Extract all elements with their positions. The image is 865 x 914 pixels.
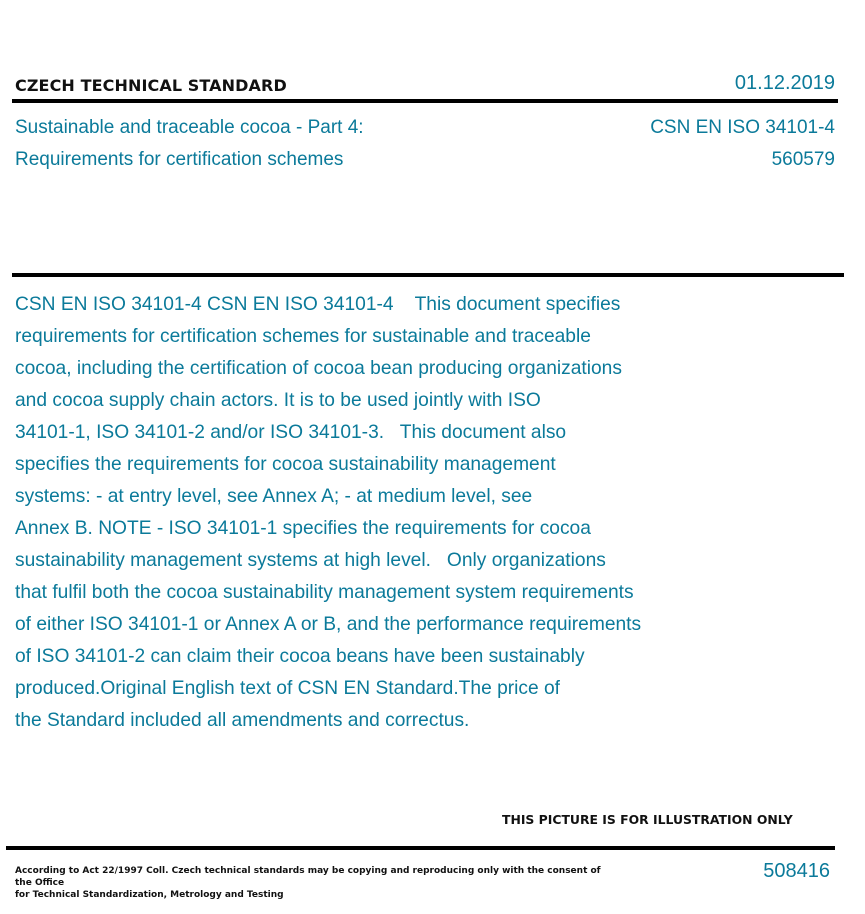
header-divider: [12, 99, 838, 103]
abstract-line: produced.Original English text of CSN EN Standard.The price of: [15, 678, 560, 699]
legal-notice: [15, 865, 615, 901]
standard-abstract: [15, 289, 725, 737]
abstract-line: 34101-1, ISO 34101-2 and/or ISO 34101-3. This document also: [15, 422, 567, 443]
abstract-line: cocoa, including the certification of cocoa bean producing organizations: [15, 358, 622, 379]
legal-notice-line-2: for Technical Standardization, Metrology and Testing: [15, 890, 284, 900]
illustration-notice: THIS PICTURE IS FOR ILLUSTRATION ONLY: [502, 812, 793, 827]
abstract-line: that fulfil both the cocoa sustainability management system requirements: [15, 582, 634, 603]
abstract-line: of ISO 34101-2 can claim their cocoa beans have been sustainably: [15, 646, 585, 667]
abstract-line: Annex B. NOTE - ISO 34101-1 specifies the requirements for cocoa: [15, 518, 591, 539]
abstract-line: systems: - at entry level, see Annex A; - at medium level, see: [15, 486, 533, 507]
abstract-line: and cocoa supply chain actors. It is to be used jointly with ISO: [15, 390, 541, 411]
document-type-heading: CZECH TECHNICAL STANDARD: [15, 76, 287, 95]
abstract-line: of either ISO 34101-1 or Annex A or B, and the performance requirements: [15, 614, 642, 635]
standard-title-line-1: Sustainable and traceable cocoa - Part 4:: [15, 117, 364, 138]
footer-divider: [6, 846, 835, 850]
standard-title-line-2: Requirements for certification schemes: [15, 149, 344, 170]
abstract-line: specifies the requirements for cocoa sustainability management: [15, 454, 556, 475]
abstract-line: CSN EN ISO 34101-4 CSN EN ISO 34101-4 This document specifies: [15, 294, 621, 315]
title-divider: [12, 273, 844, 277]
catalog-number: 560579: [771, 149, 835, 170]
abstract-line: the Standard included all amendments and correctus.: [15, 710, 470, 731]
abstract-line: sustainability management systems at high level. Only organizations: [15, 550, 606, 571]
standard-code: CSN EN ISO 34101-4: [650, 117, 835, 138]
abstract-line: requirements for certification schemes for sustainable and traceable: [15, 326, 591, 347]
publication-date: 01.12.2019: [734, 72, 835, 94]
legal-notice-line-1: According to Act 22/1997 Coll. Czech technical standards may be copying and reproducing only with the consent of the Office: [15, 866, 601, 888]
document-number: 508416: [763, 860, 830, 882]
